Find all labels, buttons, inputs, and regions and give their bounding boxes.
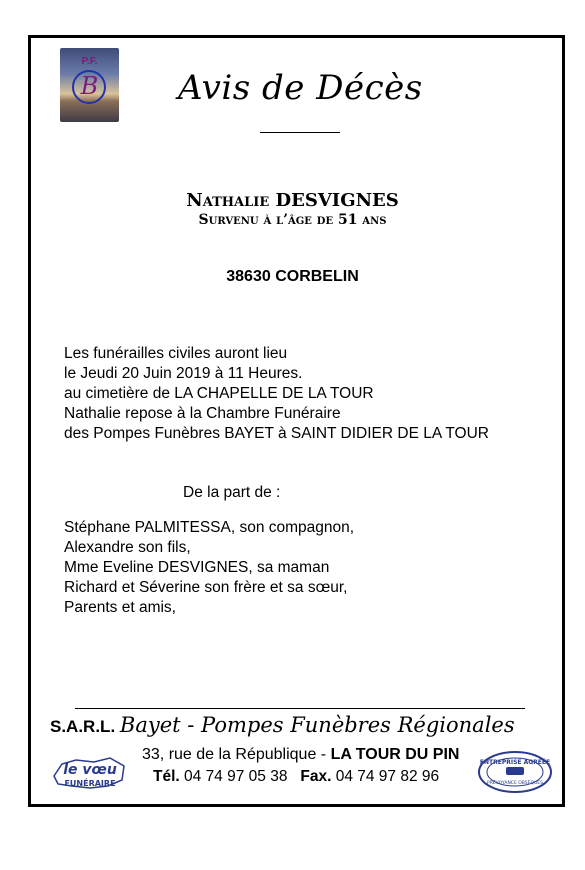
funeral-line: le Jeudi 20 Juin 2019 à 11 Heures.	[64, 365, 303, 382]
logo-pf-text: P.F.	[81, 56, 98, 67]
fax-label: Fax.	[300, 768, 332, 785]
company-phones	[153, 768, 439, 786]
family-line: Parents et amis,	[64, 599, 176, 616]
family-list	[64, 518, 354, 618]
tel-label: Tél.	[153, 768, 180, 785]
tel-number: 04 74 97 05 38	[184, 768, 288, 785]
family-line: Alexandre son fils,	[64, 539, 191, 556]
family-heading: De la part de :	[183, 484, 281, 501]
le-voeu-funeraire-logo	[50, 750, 130, 794]
title-divider	[260, 132, 340, 133]
right-logo-text: ENTREPRISE AGRÉÉE	[479, 759, 551, 766]
family-line: Mme Eveline DESVIGNES, sa maman	[64, 559, 330, 576]
company-name	[50, 713, 515, 737]
right-logo-bottom-text: PRÉVOYANCE OBSÈQUES	[486, 781, 544, 786]
deceased-city: 38630 CORBELIN	[226, 268, 359, 285]
deceased-name: Nathalie DESVIGNES	[186, 190, 399, 211]
funeral-line: des Pompes Funèbres BAYET à SAINT DIDIER DE LA TOUR	[64, 425, 489, 442]
fax-number: 04 74 97 82 96	[335, 768, 440, 785]
address-street: 33, rue de la République -	[142, 746, 331, 763]
company-address	[142, 746, 459, 764]
left-logo-top-text: le vœu	[63, 762, 117, 778]
pf-bayet-logo	[60, 48, 119, 122]
funeral-line: Les funérailles civiles auront lieu	[64, 345, 288, 362]
page-title: Avis de Décès	[178, 68, 423, 108]
funeral-details	[64, 344, 489, 444]
funeral-line: Nathalie repose à la Chambre Funéraire	[64, 405, 341, 422]
family-line: Stéphane PALMITESSA, son compagnon,	[64, 519, 355, 536]
company-script-name: Bayet - Pompes Funèbres Régionales	[119, 713, 515, 737]
company-prefix: S.A.R.L.	[50, 717, 116, 736]
left-logo-bottom-text: FUNÉRAIRE	[64, 779, 116, 788]
footer-divider	[75, 708, 525, 709]
logo-letter: B	[80, 72, 99, 100]
address-city: LA TOUR DU PIN	[330, 746, 460, 763]
deceased-age: Survenu à l’âge de 51 ans	[198, 212, 387, 228]
funeral-line: au cimetière de LA CHAPELLE DE LA TOUR	[64, 385, 374, 402]
entreprise-agreee-logo	[476, 750, 554, 794]
family-line: Richard et Séverine son frère et sa sœur,	[64, 579, 348, 596]
